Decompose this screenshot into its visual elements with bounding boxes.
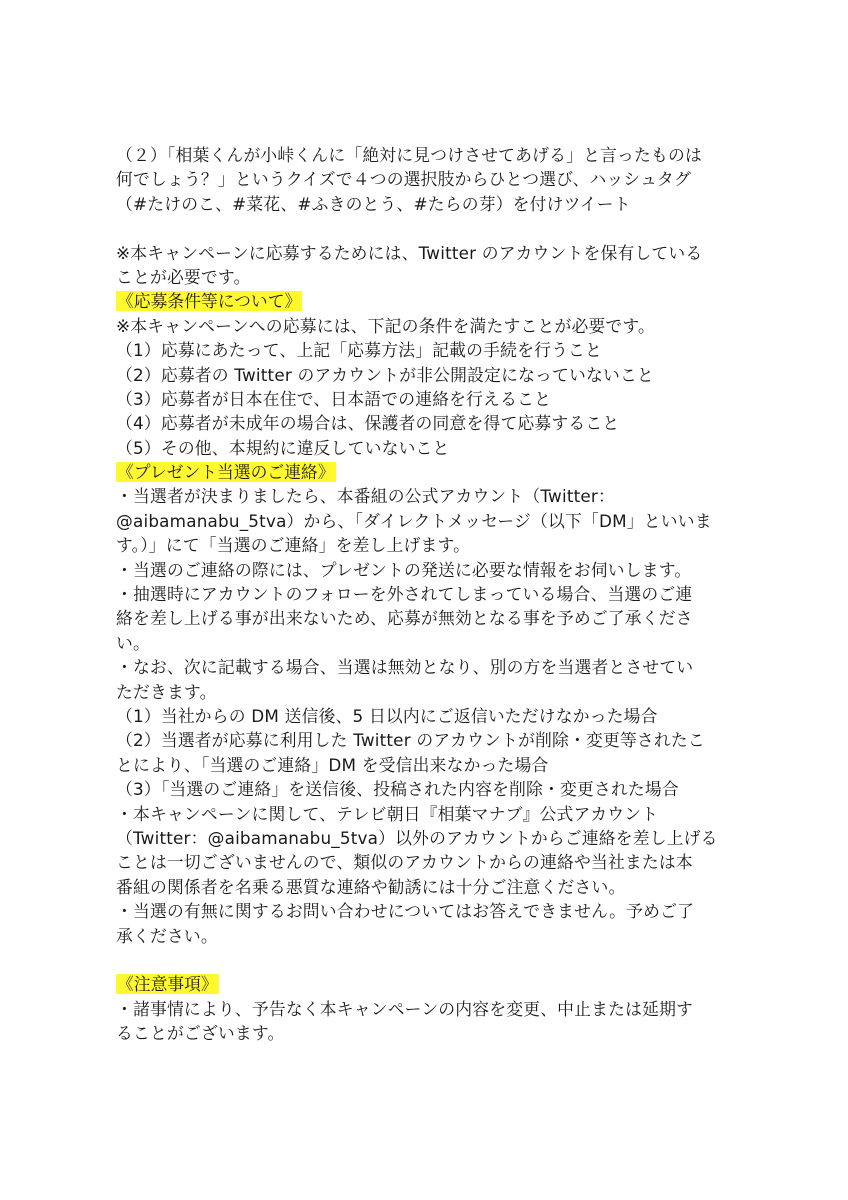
- section-winner-contact: [116, 460, 736, 948]
- text-line: す。）」にて「当選のご連絡」を差し上げます。: [116, 535, 471, 556]
- document-body: [116, 143, 736, 1045]
- text-line: （2）応募者の Twitter のアカウントが非公開設定になっていないこと: [116, 364, 654, 385]
- quiz-instructions: [116, 143, 736, 216]
- text-line: 絡を差し上げる事が出来ないため、応募が無効となる事を予めご了承くださ: [116, 608, 693, 629]
- text-line: 何でしょう？」というクイズで４つの選択肢からひとつ選び、ハッシュタグ: [116, 169, 692, 190]
- section-heading: [116, 460, 736, 484]
- section-conditions: [116, 289, 736, 460]
- text-line: ・当選者が決まりましたら、本番組の公式アカウント（Twitter：: [116, 486, 615, 507]
- text-line: （1）応募にあたって、上記「応募方法」記載の手続を行うこと: [116, 340, 603, 361]
- highlighted-heading-text: 《応募条件等について》: [117, 291, 302, 312]
- highlighted-heading-text: 《注意事項》: [117, 974, 218, 995]
- text-line: ことは一切ございませんので、類似のアカウントからの連絡や当社または本: [116, 852, 693, 873]
- text-line: （5）その他、本規約に違反していないこと: [116, 437, 450, 458]
- text-line: @aibamanabu_5tva）から、「ダイレクトメッセージ（以下「DM」といいま: [116, 510, 712, 531]
- section-heading: [116, 972, 736, 996]
- text-line: （3）「当選のご連絡」を送信後、投稿された内容を削除・変更された場合: [116, 779, 679, 800]
- text-line: ※本キャンペーンへの応募には、下記の条件を満たすことが必要です。: [116, 315, 656, 336]
- text-line: ・本キャンペーンに関して、テレビ朝日『相葉マナブ』公式アカウント: [116, 803, 659, 824]
- text-line: 番組の関係者を名乗る悪質な連絡や勧誘には十分ご注意ください。: [116, 876, 626, 897]
- text-line: ・なお、次に記載する場合、当選は無効となり、別の方を当選者とさせてい: [116, 657, 694, 678]
- text-line: （Twitter：@aibamanabu_5tva）以外のアカウントからご連絡を差し上げる: [116, 827, 718, 848]
- text-line: ・当選の有無に関するお問い合わせについてはお答えできません。予めご了: [116, 901, 695, 922]
- text-line: ・抽選時にアカウントのフォローを外されてしまっている場合、当選のご連: [116, 584, 693, 605]
- text-line: （3）応募者が日本在住で、日本語での連絡を行えること: [116, 388, 552, 409]
- text-line: ただきます。: [116, 681, 217, 702]
- text-line: （4）応募者が未成年の場合は、保護者の同意を得て応募すること: [116, 413, 620, 434]
- text-line: ※本キャンペーンに応募するためには、Twitter のアカウントを保有している: [116, 242, 703, 263]
- text-line: い。: [116, 632, 150, 653]
- text-line: とにより、「当選のご連絡」DM を受信出来なかった場合: [116, 754, 549, 775]
- section-heading: [116, 289, 736, 313]
- text-line: ることがございます。: [116, 1023, 285, 1044]
- spacer: [116, 948, 736, 972]
- spacer: [116, 216, 736, 240]
- highlighted-heading-text: 《プレゼント当選のご連絡》: [117, 462, 335, 483]
- text-line: ことが必要です。: [116, 266, 251, 287]
- text-line: （２）「相葉くんが小峠くんに「絶対に見つけさせてあげる」と言ったものは: [116, 145, 702, 165]
- section-notes: [116, 972, 736, 1045]
- text-line: （1）当社からの DM 送信後、5 日以内にご返信いただけなかった場合: [116, 705, 658, 726]
- account-requirement-note: [116, 241, 736, 290]
- text-line: （#たけのこ、#菜花、#ふきのとう、#たらの芽）を付けツイート: [116, 193, 631, 214]
- text-line: ・当選のご連絡の際には、プレゼントの発送に必要な情報をお伺いします。: [116, 559, 692, 580]
- text-line: （2）当選者が応募に利用した Twitter のアカウントが削除・変更等されたこ: [116, 730, 705, 751]
- text-line: ・諸事情により、予告なく本キャンペーンの内容を変更、中止または延期す: [116, 998, 694, 1019]
- text-line: 承ください。: [116, 925, 218, 946]
